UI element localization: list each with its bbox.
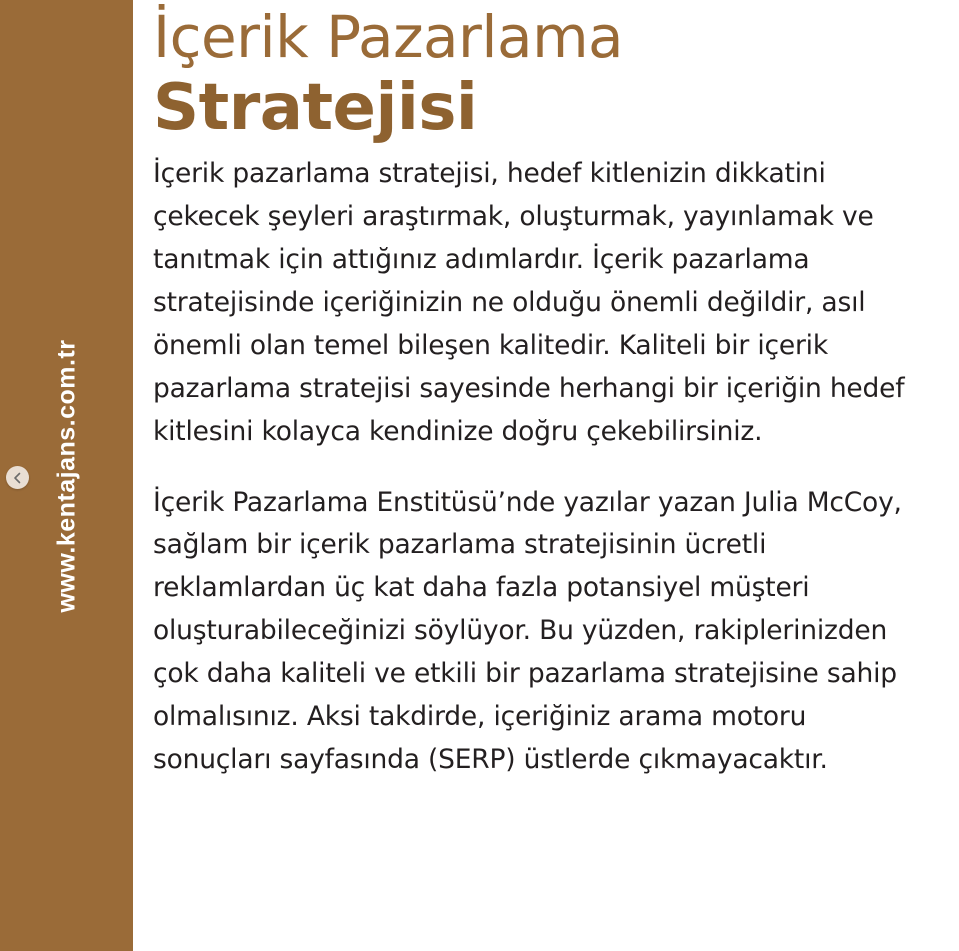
slide-content (133, 0, 959, 951)
brand-sidebar (0, 0, 133, 951)
body-paragraph-2: İçerik Pazarlama Enstitüsü’nde yazılar yazan Julia McCoy, sağlam bir içerik pazarlama stratejisinin ücretli reklamlardan üç kat daha fazla potansiyel müşteri oluşturabileceğinizi söylüyor. Bu yüzden, rakiplerinizden çok daha kaliteli ve etkili bir pazarlama stratejisine sahip olmalısınız. Aksi takdirde, içeriğiniz arama motoru sonuçları sayfasında (SERP) üstlerde çıkmayacaktır. (153, 486, 902, 776)
body-paragraph-1: İçerik pazarlama stratejisi, hedef kitlenizin dikkatini çekecek şeyleri araştırmak, oluşturmak, yayınlamak ve tanıtmak için attığınız adımlardır. İçerik pazarlama stratejisinde içeriğinizin ne olduğu önemli değildir, asıl önemli olan temel bileşen kalitedir. Kaliteli bir içerik pazarlama stratejisi sayesinde herhangi bir içeriğin hedef kitlesini kolayca kendinize doğru çekebilirsiniz. (153, 158, 905, 447)
chevron-left-icon (13, 472, 22, 484)
page-title-line-1: İçerik Pazarlama (153, 3, 624, 71)
website-url-label: www.kentajans.com.tr (52, 338, 80, 613)
page-title-line-2: Stratejisi (153, 70, 478, 145)
previous-slide-button[interactable] (6, 466, 29, 489)
